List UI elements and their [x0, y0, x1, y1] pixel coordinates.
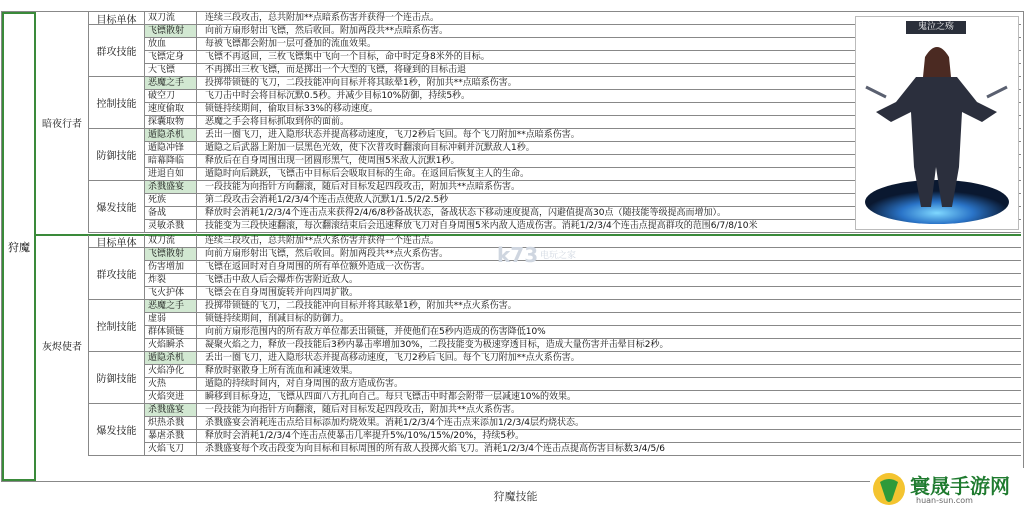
skill-description: 丢出一圈飞刀，进入隐形状态并提高移动速度，飞刀2秒后飞回。每个飞刀附加**点火系伤害。: [205, 353, 580, 363]
skill-description: 飞镖在返回时对自身周围的所有单位额外造成一次伤害。: [205, 262, 431, 272]
class-label-text: 狩魔: [8, 240, 30, 254]
skill-type: [89, 77, 145, 129]
skill-description: 释放后在自身周围出现一团圆形黑气，使周围5米敌人沉默1秒。: [205, 156, 460, 166]
skill-name: 炸裂: [145, 274, 197, 286]
skill-row: [145, 391, 1021, 404]
skill-description: 连续三段攻击，总共附加**点火系伤害并获得一个连击点。: [205, 236, 440, 246]
skill-description: 技能变为三段快速翻滚，每次翻滚结束后会迅速释放飞刀对自身周围5米内敌人造成伤害。消耗1/2/3/4个连击点提高群攻的范围6/7/8/10米: [205, 221, 758, 231]
skill-description: 遁隐时向后跳跃，飞镖击中目标后会吸取目标的生命。在返回后恢复主人的生命。: [205, 169, 530, 179]
skill-type-label: 爆发技能: [96, 426, 137, 437]
skill-description: 一段技能为向指针方向翻滚，随后对目标发起四段攻击，附加共**点火系伤害。: [205, 405, 521, 415]
skill-row: [145, 430, 1021, 443]
skill-name: 火焰飞刀: [145, 443, 197, 455]
skill-name: 火焰净化: [145, 365, 197, 377]
skill-type-label: 目标单体: [96, 237, 137, 249]
brand-url: huan-sun.com: [916, 496, 973, 505]
skill-type: [89, 129, 145, 181]
skill-name: 飞镖散射: [145, 248, 197, 260]
skill-name: 伤害增加: [145, 261, 197, 273]
skill-name: 双刀流: [145, 12, 197, 24]
subclass-label: [36, 235, 89, 456]
skill-row: [145, 248, 1021, 261]
skill-description: 瞬移到目标身边，飞镖从四面八方扎向自己。每只飞镖击中时都会附带一层减速10%的效果。: [205, 392, 577, 402]
skill-description: 飞镖击中敌人后会爆炸伤害附近敌人。: [205, 275, 359, 285]
skill-name: 死族: [145, 194, 197, 206]
skill-description: 杀戮盛宴会消耗连击点给目标添加灼烧效果。消耗1/2/3/4个连击点来添加1/2/3/4层灼烧状态。: [205, 418, 585, 428]
skill-type: [89, 352, 145, 404]
skill-row: [145, 417, 1021, 430]
skill-description: 释放时会消耗1/2/3/4个连击点来获得2/4/6/8秒备战状态，备战状态下移动速度提高，闪避值提高30点（随技能等级提高而增加）。: [205, 208, 726, 218]
skill-description: 锁链持续期间，削减目标的防御力。: [205, 314, 350, 324]
skill-description: 释放时驱散身上所有流血和减速效果。: [205, 366, 359, 376]
skill-description: 不再掷出三枚飞镖，而是掷出一个大型的飞镖，将碰到的目标击退: [205, 65, 467, 75]
skill-type: [89, 181, 145, 233]
skill-description: 飞镖不再返回，三枚飞镖集中飞向一个目标，命中时定身8米外的目标。: [205, 52, 490, 62]
skill-type-label: 控制技能: [96, 99, 137, 110]
watermark-k73-sub: 电玩之家: [540, 251, 577, 261]
skill-row: [145, 378, 1021, 391]
skill-name: 杀戮盛宴: [145, 181, 197, 193]
skill-row: [145, 235, 1021, 248]
subclass-label: [36, 12, 89, 233]
skill-description: 飞镖会在自身周围旋转并向四周扩散。: [205, 288, 359, 298]
skill-description: 遁隐的持续时间内，对自身周围的敌方造成伤害。: [205, 379, 404, 389]
skill-type: [89, 12, 145, 25]
skill-type: [89, 235, 145, 248]
skill-name: 探囊取物: [145, 116, 197, 128]
skill-row: [145, 287, 1021, 300]
skill-description: 锁链持续期间，偷取目标33%的移动速度。: [205, 104, 379, 114]
skill-name: 炽热杀戮: [145, 417, 197, 429]
skill-type-label: 防御技能: [96, 374, 137, 385]
skill-type: [89, 248, 145, 300]
skill-name: 火焰瞬杀: [145, 339, 197, 351]
skill-name: 灵敏杀戮: [145, 220, 197, 232]
class-label: [2, 12, 36, 481]
skill-name: 暴虐杀戮: [145, 430, 197, 442]
skill-name: 遁隐杀机: [145, 352, 197, 364]
skill-description: 释放时会消耗1/2/3/4个连击点使暴击几率提升5%/10%/15%/20%，持续5秒。: [205, 431, 525, 441]
skill-type: [89, 404, 145, 456]
skill-type-label: 目标单体: [96, 14, 137, 26]
skill-description: 遁隐之后武器上附加一层黑色光效，使下次普攻时翻滚向目标冲刺并沉默敌人1秒。: [205, 143, 535, 153]
skill-row: [145, 404, 1021, 417]
skill-type-label: 群攻技能: [96, 270, 137, 281]
skill-name: 进退自如: [145, 168, 197, 180]
skill-description: 向前方扇形范围内的所有敌方单位都丢出锁链，并使他们在5秒内造成的伤害降低10%: [205, 327, 546, 337]
skill-type-label: 防御技能: [96, 151, 137, 162]
skill-description: 向前方扇形射出飞镖，然后收回。附加两段共**点暗系伤害。: [205, 26, 449, 36]
skill-name: 双刀流: [145, 235, 197, 247]
skill-name: 飞镖定身: [145, 51, 197, 63]
brand-logo-icon: [870, 470, 908, 508]
skill-name: 杀戮盛宴: [145, 404, 197, 416]
skill-name: 恶魔之手: [145, 77, 197, 89]
skill-name: 恶魔之手: [145, 300, 197, 312]
skill-type: [89, 25, 145, 77]
skill-description: 飞刀击中时会将目标沉默0.5秒。并减少目标10%防御，持续5秒。: [205, 91, 471, 101]
skill-description: 杀戮盛宴每个攻击段变为向目标和目标周围的所有敌人投掷火焰飞刀。消耗1/2/3/4个连击点提高伤害目标数3/4/5/6: [205, 444, 666, 454]
skill-type: [89, 300, 145, 352]
skill-row: [145, 300, 1021, 313]
skill-name: 破空刀: [145, 90, 197, 102]
skill-type-label: 群攻技能: [96, 47, 137, 58]
skill-name: 群体锁链: [145, 326, 197, 338]
skill-description: 一段技能为向指针方向翻滚，随后对目标发起四段攻击，附加共**点暗系伤害。: [205, 182, 521, 192]
skill-name: 大飞镖: [145, 64, 197, 76]
skill-name: 遁隐冲锋: [145, 142, 197, 154]
skill-description: 第二段攻击会消耗1/2/3/4个连击点使敌人沉默1/1.5/2/2.5秒: [205, 195, 449, 205]
skill-name: 火焰突进: [145, 391, 197, 403]
skill-description: 凝聚火焰之力，释放一段技能后3秒内暴击率增加30%，二段技能变为极速穿透目标，造成大量伤害并击晕目标2秒。: [205, 340, 669, 350]
skill-description: 丢出一圈飞刀，进入隐形状态并提高移动速度，飞刀2秒后飞回。每个飞刀附加**点暗系伤害。: [205, 130, 580, 140]
skill-description: 每被飞镖都会附加一层可叠加的流血效果。: [205, 39, 377, 49]
skill-name: 虚弱: [145, 313, 197, 325]
skill-description: 恶魔之手会将目标抓取到你的面前。: [205, 117, 350, 127]
subclass-label-text: 灰烬使者: [42, 342, 82, 353]
skill-name: 暗幕降临: [145, 155, 197, 167]
skill-name: 飞镖散射: [145, 25, 197, 37]
subclass-label-text: 暗夜行者: [42, 119, 82, 130]
skill-name: 遁隐杀机: [145, 129, 197, 141]
skill-name: 飞火护体: [145, 287, 197, 299]
brand-watermark: [870, 468, 1028, 510]
watermark-k73: k73: [497, 243, 539, 267]
portrait-title: 鬼泣之殇: [906, 21, 966, 34]
skill-type-label: 爆发技能: [96, 203, 137, 214]
skill-name: 火热: [145, 378, 197, 390]
skill-row: [145, 313, 1021, 326]
skill-type-label: 控制技能: [96, 322, 137, 333]
skill-row: [145, 365, 1021, 378]
character-portrait: [855, 16, 1019, 230]
character-illustration: [856, 17, 1018, 229]
skill-row: [145, 352, 1021, 365]
skill-row: [145, 443, 1021, 456]
skill-name: 速度偷取: [145, 103, 197, 115]
skill-description: 投掷带锁链的飞刀，二段技能冲向目标并将其眩晕1秒，附加共**点火系伤害。: [205, 301, 517, 311]
skill-name: 放血: [145, 38, 197, 50]
skill-description: 连续三段攻击，总共附加**点暗系伤害并获得一个连击点。: [205, 13, 440, 23]
brand-name: 寰晟手游网: [910, 474, 1010, 498]
skill-description: 投掷带锁链的飞刀，二段技能冲向目标并将其眩晕1秒，附加共**点暗系伤害。: [205, 78, 517, 88]
skill-name: 备战: [145, 207, 197, 219]
skill-row: [145, 261, 1021, 274]
skill-row: [145, 339, 1021, 352]
skill-row: [145, 326, 1021, 339]
figure-caption: 狩魔技能: [493, 490, 538, 503]
skill-description: 向前方扇形射出飞镖，然后收回。附加两段共**点火系伤害。: [205, 249, 449, 259]
skill-row: [145, 274, 1021, 287]
